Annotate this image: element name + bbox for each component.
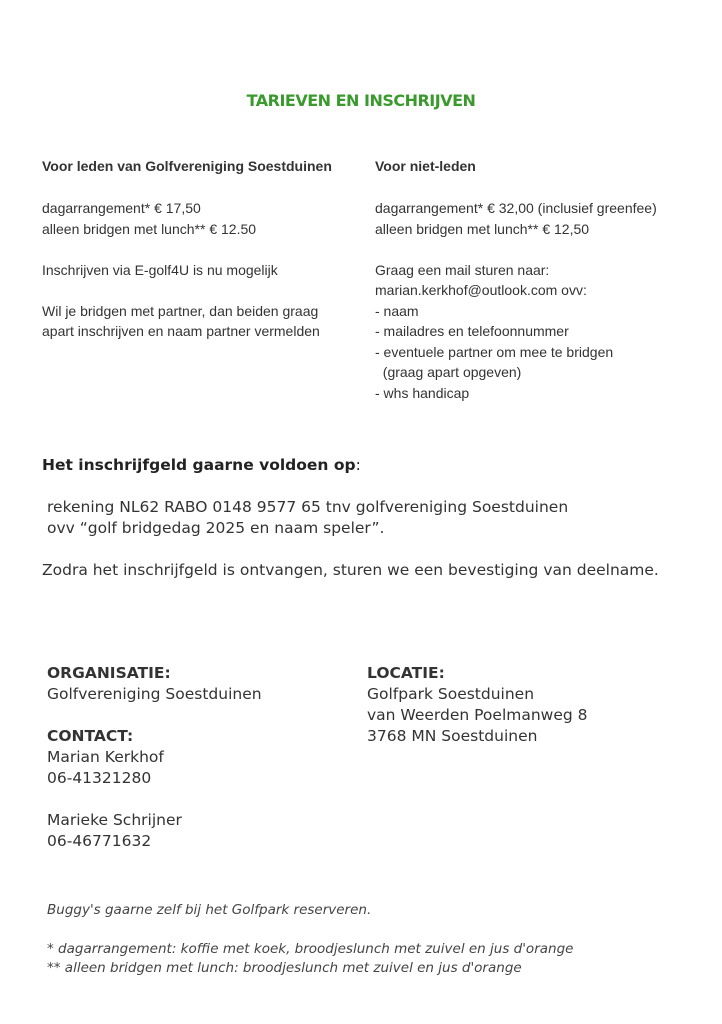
organisation-contact-block bbox=[47, 663, 262, 852]
payment-heading-text: Het inschrijfgeld gaarne voldoen op bbox=[42, 456, 356, 474]
list-item: - mailadres en telefoonnummer bbox=[375, 323, 569, 339]
payment-heading-colon: : bbox=[355, 456, 361, 474]
list-item: - eventuele partner om mee te bridgen bbox=[375, 343, 614, 360]
members-partner-line1: Wil je bridgen met partner, dan beiden graag bbox=[42, 302, 319, 319]
non-members-mail-intro: Graag een mail sturen naar: bbox=[375, 261, 550, 278]
payment-heading bbox=[42, 456, 361, 474]
location-heading: LOCATIE: bbox=[367, 664, 445, 682]
organisation-heading: ORGANISATIE: bbox=[47, 664, 171, 682]
location-city: 3768 MN Soestduinen bbox=[367, 727, 538, 745]
contact-person2-name: Marieke Schrijner bbox=[47, 811, 182, 829]
location-street: van Weerden Poelmanweg 8 bbox=[367, 706, 588, 724]
members-column bbox=[42, 156, 362, 342]
organisation-name: Golfvereniging Soestduinen bbox=[47, 685, 262, 703]
members-bridge-lunch: alleen bridgen met lunch** € 12.50 bbox=[42, 220, 257, 237]
non-members-heading: Voor niet-leden bbox=[375, 158, 476, 174]
list-item: - naam bbox=[375, 302, 419, 319]
payment-details bbox=[47, 497, 568, 539]
footnote-day-package: * dagarrangement: koffie met koek, broodjeslunch met zuivel en jus d'orange bbox=[47, 940, 574, 957]
page-title: TARIEVEN EN INSCHRIJVEN bbox=[246, 91, 476, 110]
members-partner-line2: apart inschrijven en naam partner vermelden bbox=[42, 323, 320, 339]
contact-person1-name: Marian Kerkhof bbox=[47, 748, 164, 766]
footnote-bridge-lunch: ** alleen bridgen met lunch: broodjeslunch met zuivel en jus d'orange bbox=[47, 960, 522, 976]
contact-person2-phone: 06-46771632 bbox=[47, 832, 152, 850]
location-name: Golfpark Soestduinen bbox=[367, 685, 535, 703]
members-register-info: Inschrijven via E-golf4U is nu mogelijk bbox=[42, 261, 278, 278]
non-members-mail-address[interactable]: marian.kerkhof@outlook.com ovv: bbox=[375, 282, 587, 298]
payment-confirmation: Zodra het inschrijfgeld is ontvangen, sturen we een bevestiging van deelname. bbox=[42, 561, 659, 579]
footnotes bbox=[47, 901, 573, 979]
members-heading: Voor leden van Golfvereniging Soestduinen bbox=[42, 158, 332, 174]
payment-reference-line: ovv “golf bridgedag 2025 en naam speler”. bbox=[47, 519, 385, 537]
buggy-note: Buggy's gaarne zelf bij het Golfpark reserveren. bbox=[47, 902, 372, 918]
members-day-package: dagarrangement* € 17,50 bbox=[42, 200, 201, 216]
list-item: (graag apart opgeven) bbox=[375, 364, 522, 380]
payment-account-line: rekening NL62 RABO 0148 9577 65 tnv golfvereniging Soestduinen bbox=[47, 498, 569, 516]
non-members-day-package: dagarrangement* € 32,00 (inclusief greenfee) bbox=[375, 200, 657, 216]
contact-person1-phone: 06-41321280 bbox=[47, 769, 152, 787]
list-item: - whs handicap bbox=[375, 384, 470, 401]
non-members-column bbox=[375, 156, 705, 403]
non-members-bridge-lunch: alleen bridgen met lunch** € 12,50 bbox=[375, 220, 590, 237]
contact-heading: CONTACT: bbox=[47, 727, 134, 745]
location-block bbox=[367, 663, 588, 747]
